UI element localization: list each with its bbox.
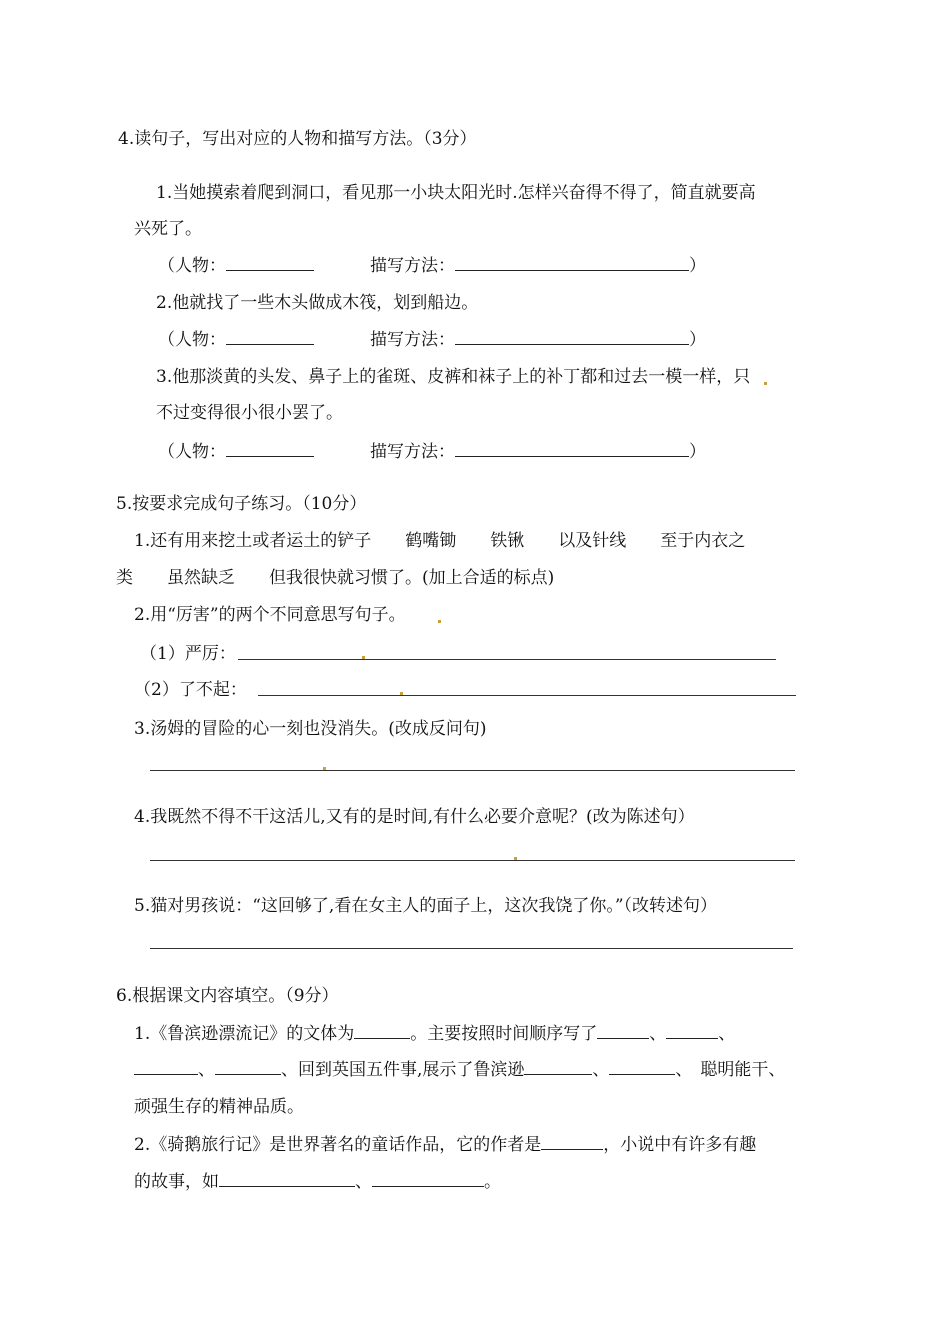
q6-line-5: [134, 1170, 501, 1193]
genre-blank[interactable]: [354, 1022, 410, 1039]
event-blank-2[interactable]: [666, 1022, 718, 1039]
q6-text-2a: 、回到英国五件事,展示了鲁滨逊: [281, 1060, 525, 1080]
q6-sep: 、: [675, 1060, 693, 1080]
q6-text-2b: 聪明能干、: [700, 1060, 786, 1080]
q5-item-1-line-1: 1.还有用来挖土或者运土的铲子 鹤嘴锄 铁锹 以及针线 至于内衣之: [134, 531, 746, 551]
mark-dot: [400, 692, 403, 695]
answer-line-3[interactable]: [150, 770, 795, 771]
q6-text-1b: 。主要按照时间顺序写了: [410, 1024, 598, 1044]
q6-sep: 、: [198, 1060, 215, 1080]
q5-item-2-1-label: （1）严厉：: [140, 644, 236, 664]
mark-dot: [514, 857, 517, 860]
q6-line-3: 顽强生存的精神品质。: [134, 1097, 304, 1117]
q6-line-4: [134, 1133, 756, 1156]
q6-sep: 、: [649, 1024, 667, 1044]
q4-answer-row-1: [158, 254, 706, 277]
close-paren: ）: [689, 442, 706, 462]
quality-blank-2[interactable]: [609, 1058, 675, 1075]
q6-text-4b: ，小说中有许多有趣: [603, 1135, 757, 1155]
person-blank-1[interactable]: [226, 254, 314, 271]
answer-line-4[interactable]: [150, 860, 795, 861]
answer-line-5[interactable]: [150, 948, 793, 949]
q6-sep: 、: [355, 1172, 372, 1192]
q6-text-1a: 1.《鲁滨逊漂流记》的文体为: [134, 1024, 355, 1044]
q4-sentence-3-line-1: 3.他那淡黄的头发、鼻子上的雀斑、皮裤和袜子上的补丁都和过去一模一样，只: [156, 367, 751, 387]
event-blank-1[interactable]: [597, 1022, 649, 1039]
q4-sentence-1-line-1: 1.当她摸索着爬到洞口，看见那一小块太阳光时.怎样兴奋得不得了，简直就要高: [156, 183, 756, 203]
q6-text-5a: 的故事，如: [134, 1172, 219, 1192]
person-label: （人物：: [158, 330, 226, 350]
q6-sep: 、: [718, 1024, 736, 1044]
answer-line-2-2[interactable]: [258, 695, 796, 696]
q4-sentence-1-line-2: 兴死了。: [134, 219, 202, 239]
method-label: 描写方法：: [370, 256, 455, 276]
story-blank-2[interactable]: [372, 1170, 484, 1187]
person-label: （人物：: [158, 442, 226, 462]
person-blank-2[interactable]: [226, 328, 314, 345]
q6-end: 。: [484, 1172, 501, 1192]
q6-line-1: [134, 1022, 735, 1045]
mark-dot: [438, 620, 441, 623]
q6-text-4a: 2.《骑鹅旅行记》是世界著名的童话作品，它的作者是: [134, 1135, 542, 1155]
q4-title: 4.读句子，写出对应的人物和描写方法。（3分）: [118, 129, 477, 149]
event-blank-3[interactable]: [134, 1058, 198, 1075]
mark-dot: [323, 767, 326, 770]
q4-sentence-3-line-2: 不过变得很小很小罢了。: [156, 403, 343, 423]
close-paren: ）: [689, 330, 706, 350]
q5-item-2: 2.用“厉害”的两个不同意思写句子。: [134, 605, 406, 625]
mark-dot: [362, 656, 365, 659]
method-label: 描写方法：: [370, 442, 455, 462]
method-blank-1[interactable]: [455, 254, 689, 271]
author-blank[interactable]: [541, 1133, 603, 1150]
q4-answer-row-2: [158, 328, 706, 351]
q5-item-2-2-label: （2）了不起：: [134, 680, 247, 700]
close-paren: ）: [689, 256, 706, 276]
q6-line-2: [134, 1058, 785, 1081]
q5-item-1-line-2: 类 虽然缺乏 但我很快就习惯了。(加上合适的标点): [116, 568, 555, 588]
q5-item-3: 3.汤姆的冒险的心一刻也没消失。(改成反问句): [134, 719, 487, 739]
q5-item-5: 5.猫对男孩说：“这回够了,看在女主人的面子上，这次我饶了你。”（改转述句）: [134, 896, 718, 916]
quality-blank-1[interactable]: [524, 1058, 592, 1075]
event-blank-4[interactable]: [215, 1058, 281, 1075]
story-blank-1[interactable]: [219, 1170, 355, 1187]
q4-answer-row-3: [158, 440, 706, 463]
q5-item-4: 4.我既然不得不干这活儿,又有的是时间,有什么必要介意呢？(改为陈述句）: [134, 807, 695, 827]
method-blank-2[interactable]: [455, 328, 689, 345]
q5-title: 5.按要求完成句子练习。（10分）: [116, 494, 367, 514]
mark-dot: [764, 382, 767, 385]
answer-line-2-1[interactable]: [238, 659, 776, 660]
person-blank-3[interactable]: [226, 440, 314, 457]
q6-sep: 、: [592, 1060, 610, 1080]
person-label: （人物：: [158, 256, 226, 276]
q6-title: 6.根据课文内容填空。（9分）: [116, 986, 339, 1006]
method-blank-3[interactable]: [455, 440, 689, 457]
method-label: 描写方法：: [370, 330, 455, 350]
q4-sentence-2: 2.他就找了一些木头做成木筏，划到船边。: [156, 293, 479, 313]
